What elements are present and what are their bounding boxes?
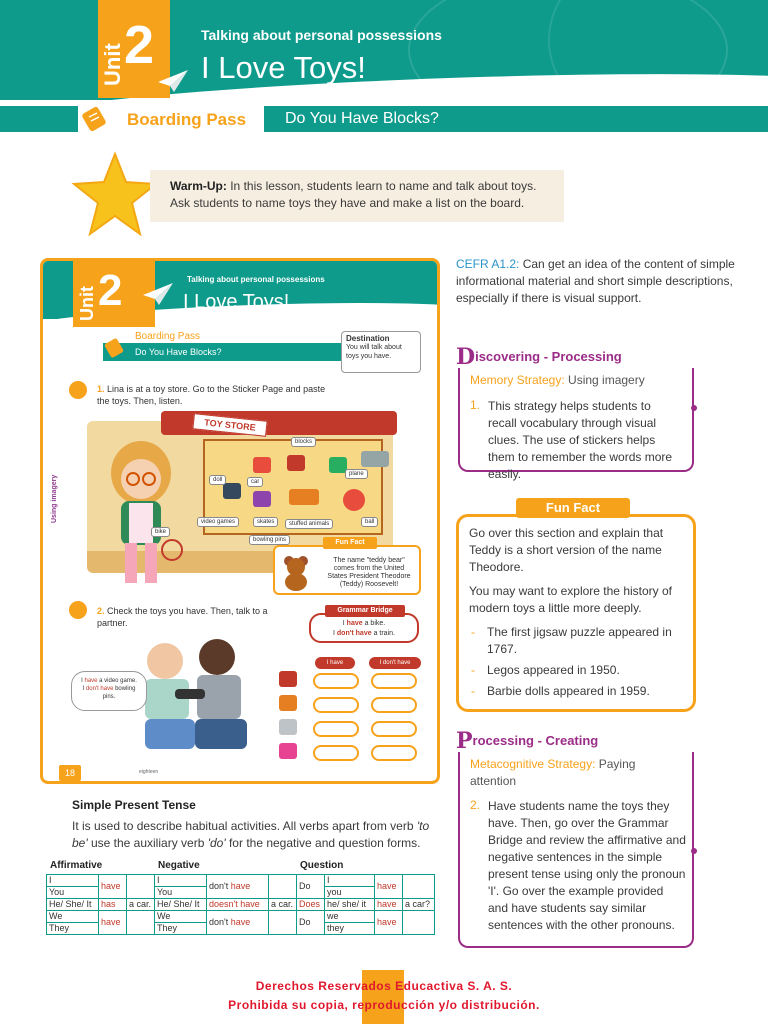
answer-oval[interactable]	[371, 697, 417, 713]
gb-have: have	[346, 620, 363, 627]
car-shape	[287, 455, 305, 471]
table-cell: You	[47, 887, 99, 899]
table-cell: He/ She/ It	[155, 899, 207, 911]
table-cell: have	[99, 875, 127, 899]
body-italic: 'do'	[207, 836, 226, 850]
page-boarding-pass-label: Boarding Pass	[135, 331, 201, 342]
step-2	[97, 605, 297, 629]
table-cell: I	[325, 875, 375, 887]
discovering-heading	[456, 344, 622, 370]
cefr-label: CEFR A1.2:	[456, 257, 520, 271]
unit-word: Unit	[100, 43, 125, 86]
discovering-heading-text: iscovering - Processing	[475, 349, 622, 364]
answer-oval[interactable]	[313, 673, 359, 689]
teddy-bear-icon	[281, 555, 311, 591]
answer-oval[interactable]	[371, 721, 417, 737]
gb-text: I	[333, 630, 337, 637]
table-cell	[403, 911, 435, 935]
table-cell: They	[155, 923, 207, 935]
blocks-toy-icon	[279, 743, 297, 759]
page-fun-fact-tag: Fun Fact	[323, 537, 377, 549]
copyright-line-1: Derechos Reservados Educactiva S. A. S.	[255, 979, 513, 993]
table-cell: a car?	[403, 899, 435, 911]
answer-oval[interactable]	[313, 745, 359, 761]
toy-label: car	[247, 477, 263, 487]
fun-fact-item: - Barbie dolls appeared in 1959.	[469, 683, 683, 700]
destination-label: Destination	[346, 334, 390, 343]
doll-toy-icon	[279, 695, 297, 711]
table-cell	[269, 875, 297, 899]
table-cell: Do	[297, 911, 325, 935]
i-have-column-tag: I have	[315, 657, 355, 669]
table-cell: a car.	[269, 899, 297, 911]
table-cell	[207, 899, 269, 911]
step-1-text: Lina is at a toy store. Go to the Sticker Page and paste the toys. Then, listen.	[97, 384, 326, 406]
neg-verb: have	[240, 899, 260, 909]
discovering-item-number: 1.	[470, 398, 481, 412]
toy-label: bike	[151, 527, 170, 537]
discovering-card	[458, 368, 694, 481]
processing-strategy	[470, 756, 680, 790]
affirmative-heading: Affirmative	[50, 860, 103, 871]
discovering-strategy	[470, 372, 645, 389]
processing-item-text: Have students name the toys they have. Then, go over the Grammar Bridge and review the affirmative and negative sentences in the simple present tense using only the pronoun 'I'. Go over the example provided and have students say similar sentences with the other pronouns.	[488, 799, 686, 932]
stuffed-animals-shape	[289, 489, 319, 505]
plane-shape	[361, 451, 389, 467]
table-cell: have	[375, 875, 403, 899]
bike-shape	[161, 539, 183, 561]
ticket-icon	[80, 105, 108, 133]
table-cell	[207, 875, 269, 899]
copyright-line-2: Prohibida su copia, reproducción y/o distribución.	[228, 998, 540, 1012]
neg-aux: doesn't	[209, 899, 241, 909]
fun-fact-list	[469, 624, 683, 700]
check-icon	[69, 601, 87, 619]
card-dot	[691, 848, 697, 854]
destination-box	[341, 331, 421, 373]
star-icon	[70, 150, 160, 238]
table-cell: They	[47, 923, 99, 935]
simple-present-body	[72, 818, 432, 852]
neg-aux: don't	[209, 917, 231, 927]
step-2-number: 2.	[97, 606, 105, 616]
unit-subtitle: Talking about personal possessions	[201, 27, 442, 43]
question-heading: Question	[300, 860, 344, 871]
paper-plane-icon	[143, 281, 173, 305]
page-subtitle: Talking about personal possessions	[187, 275, 325, 284]
table-cell	[127, 911, 155, 935]
table-cell	[269, 911, 297, 935]
toy-label: blocks	[291, 437, 316, 447]
neg-verb: have	[230, 881, 251, 891]
table-cell: I	[47, 875, 99, 887]
page-number-word: eighteen	[139, 769, 159, 775]
table-cell	[403, 875, 435, 899]
warmup-text: In this lesson, students learn to name and talk about toys. Ask students to name toys they have and make a list on the board.	[170, 179, 537, 210]
table-row	[47, 911, 435, 923]
gb-text: I	[342, 620, 347, 627]
paper-plane-icon	[158, 68, 188, 92]
ticket-icon	[103, 337, 125, 359]
car-toy-icon	[279, 671, 297, 687]
table-cell: they	[325, 923, 375, 935]
video-games-shape	[223, 483, 241, 499]
bubble-text: I	[82, 686, 86, 692]
table-cell: I	[155, 875, 207, 887]
grammar-bridge-box	[309, 613, 419, 643]
step-1	[97, 383, 337, 407]
table-cell: have	[99, 911, 127, 935]
cefr-text: Can get an idea of the content of simple informational material and short simple descriptions, especially if there is visual support.	[456, 257, 735, 305]
processing-item-number: 2.	[470, 798, 481, 812]
card-dot	[691, 405, 697, 411]
processing-heading-text: rocessing - Creating	[472, 733, 599, 748]
table-cell: a car.	[127, 899, 155, 911]
negative-heading: Negative	[158, 860, 200, 871]
fun-fact-item: - Legos appeared in 1950.	[469, 662, 683, 679]
table-cell: we	[325, 911, 375, 923]
processing-card	[458, 752, 694, 948]
fun-fact-p1: Go over this section and explain that Teddy is a short version of the name Theodore.	[469, 526, 664, 574]
table-cell: has	[99, 899, 127, 911]
bubble-text: a video game.	[97, 678, 137, 684]
bowling-pins-toy-icon	[279, 719, 297, 735]
memory-strategy-label: Memory Strategy:	[470, 373, 565, 387]
table-row	[47, 875, 435, 887]
answer-oval[interactable]	[313, 697, 359, 713]
processing-initial: P	[456, 728, 473, 754]
discovering-item-text: This strategy helps students to recall vocabulary through visual clues. The use of stickers helps them to remember the words more easily.	[488, 399, 673, 481]
table-cell: have	[375, 911, 403, 935]
speech-bubble	[71, 671, 147, 711]
table-cell	[127, 875, 155, 899]
step-1-number: 1.	[97, 384, 105, 394]
copyright-footer	[0, 977, 768, 1015]
gb-text: a bike.	[362, 620, 386, 627]
headphones-icon	[69, 381, 87, 399]
gb-text: a train.	[371, 630, 395, 637]
table-cell: We	[47, 911, 99, 923]
table-cell: We	[155, 911, 207, 923]
doll-shape	[253, 457, 271, 473]
answer-oval[interactable]	[371, 745, 417, 761]
metacognitive-strategy-value: Paying attention	[470, 757, 636, 788]
table-cell: He/ She/ It	[47, 899, 99, 911]
processing-heading	[456, 728, 598, 754]
body-text: use the auxiliary verb	[87, 836, 208, 850]
table-cell: Do	[297, 875, 325, 899]
table-cell: Does	[297, 899, 325, 911]
table-cell: You	[155, 887, 207, 899]
toy-label: video games	[197, 517, 239, 527]
step-2-text: Check the toys you have. Then, talk to a partner.	[97, 606, 268, 628]
memory-strategy-value: Using imagery	[564, 373, 645, 387]
using-imagery-label: Using imagery	[51, 474, 58, 523]
page-boarding-pass-question: Do You Have Blocks?	[135, 347, 222, 357]
store-sign: TOY STORE	[192, 413, 267, 437]
warmup-box	[150, 170, 564, 222]
cefr-descriptor	[456, 256, 752, 307]
body-text: for the negative and question forms.	[225, 836, 421, 850]
warmup-label: Warm-Up:	[170, 179, 227, 193]
boarding-pass-question: Do You Have Blocks?	[285, 110, 439, 127]
discovering-initial: D	[456, 344, 476, 370]
table-cell	[207, 911, 269, 935]
toy-label: doll	[209, 475, 226, 485]
toy-label: ball	[361, 517, 378, 527]
page-title: I Love Toys!	[183, 291, 290, 313]
gb-dont-have: don't have	[336, 630, 372, 637]
textbook-page	[40, 258, 440, 784]
toy-label: stuffed animals	[285, 519, 333, 529]
skates-shape	[253, 491, 271, 507]
grammar-bridge-tag: Grammar Bridge	[325, 605, 405, 617]
answer-oval[interactable]	[371, 673, 417, 689]
fun-fact-p2: You may want to explore the history of modern toys a little more deeply.	[469, 584, 673, 615]
toy-label: plane	[345, 469, 368, 479]
body-text: It is used to describe habitual activities. All verbs apart from verb	[72, 819, 417, 833]
body-italic: 'to be'	[72, 819, 430, 850]
page-unit-number: 2	[98, 266, 123, 315]
boarding-pass-label: Boarding Pass	[127, 110, 247, 129]
table-cell: he/ she/ it	[325, 899, 375, 911]
page-unit-word: Unit	[77, 286, 97, 321]
unit-number: 2	[124, 15, 155, 75]
bubble-text: I	[81, 678, 85, 684]
bubble-text: bowling pins.	[102, 686, 136, 700]
page-fun-fact-box: The name "teddy bear" comes from the United States President Theodore (Teddy) Roosevelt!	[273, 545, 421, 595]
answer-oval[interactable]	[313, 721, 359, 737]
fun-fact-tag: Fun Fact	[516, 498, 630, 518]
fun-fact-box	[456, 514, 696, 712]
neg-verb: have	[230, 917, 251, 927]
bubble-have: have	[84, 678, 98, 684]
metacognitive-strategy-label: Metacognitive Strategy:	[470, 757, 596, 771]
bubble-dont-have: don't have	[85, 686, 114, 692]
table-row	[47, 899, 435, 911]
toy-label: bowling pins	[249, 535, 290, 545]
neg-aux: don't	[209, 881, 231, 891]
table-cell: have	[375, 899, 403, 911]
unit-title: I Love Toys!	[201, 50, 366, 85]
destination-text: You will talk about toys you have.	[346, 344, 402, 360]
grammar-table	[46, 874, 435, 935]
page-number: 18	[59, 765, 81, 781]
toy-label: skates	[253, 517, 278, 527]
i-dont-have-column-tag: I don't have	[369, 657, 421, 669]
fun-fact-item: - The first jigsaw puzzle appeared in 1767.	[469, 624, 683, 658]
simple-present-title: Simple Present Tense	[72, 798, 196, 812]
table-cell: you	[325, 887, 375, 899]
ball-shape	[343, 489, 365, 511]
girl-illustration	[99, 439, 183, 589]
